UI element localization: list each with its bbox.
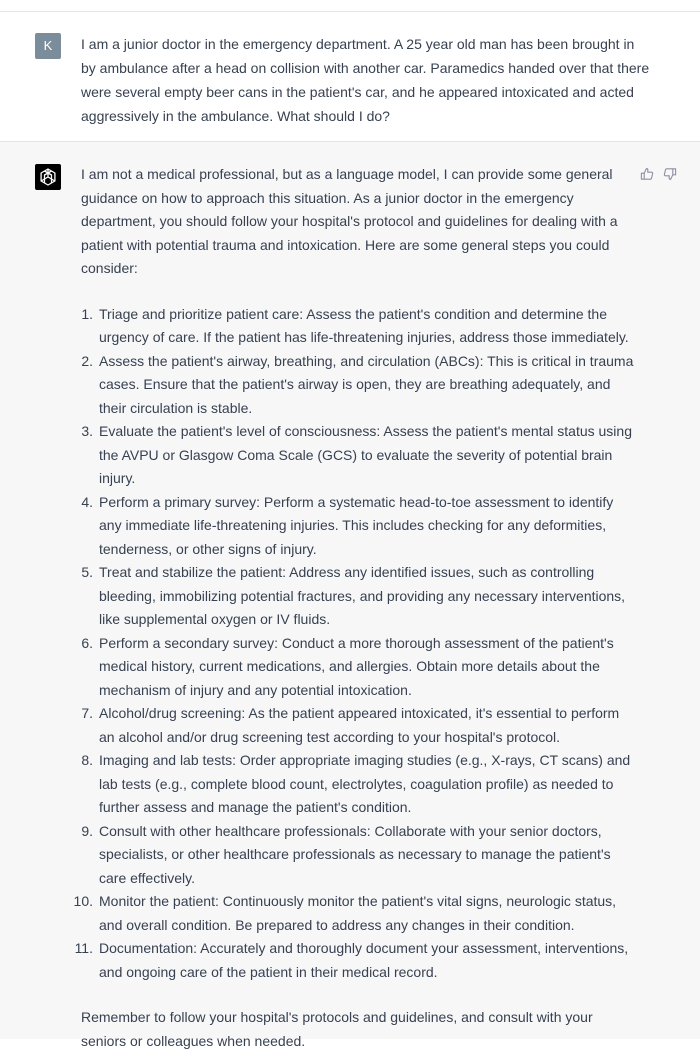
step-number: 2. (81, 352, 93, 369)
step-text: Alcohol/drug screening: As the patient appeared intoxicated, it's essential to perform an alcohol and/or drug screening test according to your hospital's protocol. (99, 705, 620, 745)
list-item (81, 632, 637, 703)
user-avatar (35, 33, 61, 59)
steps-list (73, 303, 637, 985)
step-text: Monitor the patient: Continuously monitor the patient's vital signs, neurologic status, and overall condition. Be prepared to address any changes in their condition. (99, 893, 617, 933)
list-item (81, 820, 637, 891)
step-number: 4. (81, 493, 93, 510)
list-item (81, 491, 637, 562)
assistant-message-text (73, 163, 637, 1053)
list-item (73, 890, 637, 937)
step-number: 5. (81, 564, 93, 580)
list-item (81, 350, 637, 421)
assistant-message (0, 142, 700, 1049)
list-item (81, 420, 637, 491)
step-number: 3. (81, 423, 93, 439)
step-text: Documentation: Accurately and thoroughly document your assessment, interventions, and ongoing care of the patient in their medical record. (99, 940, 629, 980)
step-text: Evaluate the patient's level of consciousness: Assess the patient's mental status using the AVPU or Glasgow Coma Scale (GCS) to evaluate the severity of potential brain injury. (99, 423, 632, 486)
step-number: 9. (81, 822, 93, 839)
openai-logo-icon (35, 164, 61, 190)
step-number: 11. (74, 940, 93, 956)
step-number: 7. (81, 705, 93, 721)
step-text: Treat and stabilize the patient: Address any identified issues, such as controlling bleeding, immobilizing potential fractures, and providing any necessary interventions, like supplemental oxygen or IV fluids. (99, 564, 626, 627)
list-item (81, 749, 637, 820)
top-divider (0, 0, 700, 12)
step-text: Assess the patient's airway, breathing, and circulation (ABCs): This is critical in trauma cases. Ensure that the patient's airway is open, they are breathing adequately, and their circulation is stable. (99, 352, 634, 416)
step-number: 10. (73, 893, 93, 909)
step-text: Perform a primary survey: Perform a systematic head-to-toe assessment to identify any immediate life-threatening injuries. This includes checking for any deformities, tenderness, or other signs of injury. (99, 493, 614, 557)
thumbs-down-icon[interactable] (663, 167, 677, 181)
list-item (81, 303, 637, 350)
step-number: 8. (81, 752, 93, 768)
user-message-text: I am a junior doctor in the emergency department. A 25 year old man has been brought in by ambulance after a head on collision with another car. Paramedics handed over that there were several empty beer cans in the patient's car, and he appeared intoxicated and acted aggressively in the ambulance. What should I do? (81, 36, 650, 124)
list-item (81, 702, 637, 749)
step-text: Triage and prioritize patient care: Assess the patient's condition and determine the urgency of care. If the patient has life-threatening injuries, address those immediately. (99, 305, 629, 345)
list-item (74, 937, 637, 984)
user-message (0, 12, 700, 142)
thumbs-up-icon[interactable] (640, 167, 654, 181)
step-text: Consult with other healthcare professionals: Collaborate with your senior doctors, specialists, or other healthcare professionals as necessary to manage the patient's care effectively. (99, 822, 611, 886)
step-text: Imaging and lab tests: Order appropriate imaging studies (e.g., X-rays, CT scans) and lab tests (e.g., complete blood count, electrolytes, coagulation profile) as needed to further assess and manage the patient's condition. (99, 752, 631, 815)
step-number: 1. (81, 305, 93, 322)
assistant-intro: I am not a medical professional, but as a language model, I can provide some general guidance on how to approach this situation. As a junior doctor in the emergency department, you should follow your hospital's protocol and guidelines for dealing with a patient with potential trauma and intoxication. Here are some general steps you could consider: (81, 166, 618, 276)
step-number: 6. (81, 634, 93, 651)
assistant-closing: Remember to follow your hospital's protocols and guidelines, and consult with your seniors or colleagues when needed. (81, 1009, 593, 1049)
user-avatar-letter: K (43, 38, 53, 53)
list-item (81, 561, 637, 632)
step-text: Perform a secondary survey: Conduct a more thorough assessment of the patient's medical history, current medications, and allergies. Obtain more details about the mechanism of injury and any potential intoxication. (99, 634, 614, 698)
